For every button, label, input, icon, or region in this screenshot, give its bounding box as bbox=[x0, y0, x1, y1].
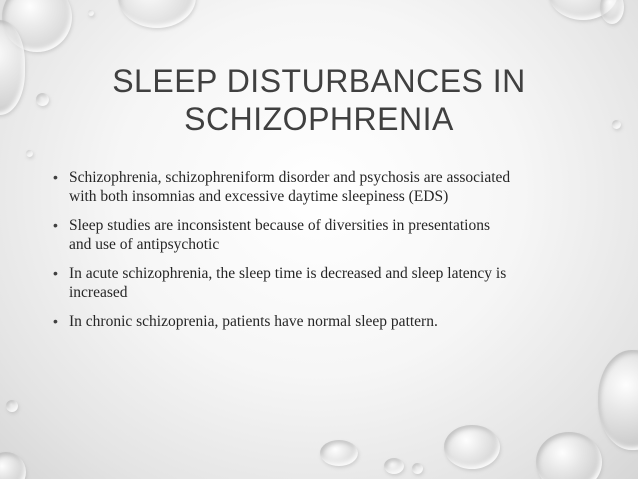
slide-title-line-1: SLEEP DISTURBANCES IN bbox=[112, 63, 526, 99]
slide-title-line-2: SCHIZOPHRENIA bbox=[184, 101, 454, 137]
bullet-icon: • bbox=[53, 217, 58, 233]
slide-title bbox=[60, 62, 578, 138]
bullet-item bbox=[50, 264, 590, 302]
bullet-text-line: with both insomnias and excessive daytime sleepiness (EDS) bbox=[69, 188, 449, 205]
bullet-icon: • bbox=[53, 169, 58, 185]
bullet-text-line: In acute schizophrenia, the sleep time is decreased and sleep latency is bbox=[69, 265, 507, 282]
bullet-text-line: and use of antipsychotic bbox=[69, 236, 220, 253]
water-drop-decoration bbox=[600, 0, 624, 24]
water-drop-decoration bbox=[26, 150, 33, 157]
water-drop-decoration bbox=[88, 10, 94, 16]
water-drop-decoration bbox=[6, 400, 18, 412]
bullet-list bbox=[50, 168, 590, 341]
water-drop-decoration bbox=[536, 432, 602, 479]
bullet-item bbox=[50, 216, 590, 254]
bullet-text-line: In chronic schizoprenia, patients have normal sleep pattern. bbox=[69, 313, 438, 330]
water-drop-decoration bbox=[384, 458, 404, 474]
water-drop-decoration bbox=[36, 93, 49, 106]
water-drop-decoration bbox=[598, 350, 638, 450]
bullet-text-line: increased bbox=[69, 284, 128, 301]
bullet-icon: • bbox=[53, 313, 58, 329]
water-drop-decoration bbox=[444, 425, 500, 469]
bullet-item bbox=[50, 312, 590, 331]
bullet-item bbox=[50, 168, 590, 206]
water-drop-decoration bbox=[0, 452, 26, 479]
bullet-text-line: Sleep studies are inconsistent because of diversities in presentations bbox=[69, 217, 490, 234]
water-drop-decoration bbox=[320, 440, 358, 466]
water-drop-decoration bbox=[412, 463, 423, 474]
water-drop-decoration bbox=[612, 120, 621, 129]
bullet-icon: • bbox=[53, 265, 58, 281]
water-drop-decoration bbox=[118, 0, 196, 28]
bullet-text-line: Schizophrenia, schizophreniform disorder and psychosis are associated bbox=[69, 169, 511, 186]
